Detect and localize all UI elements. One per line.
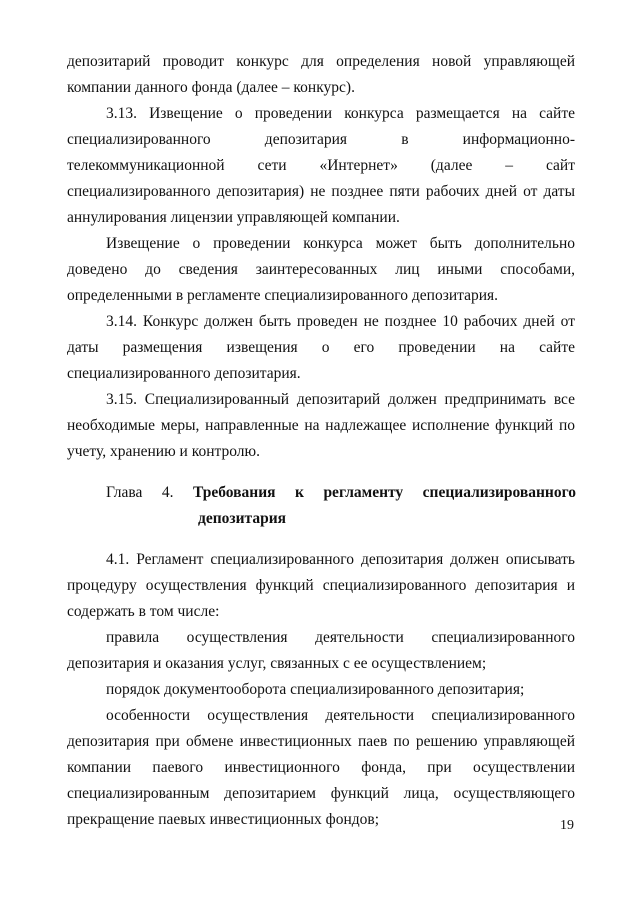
paragraph-3-15: 3.15. Специализированный депозитарий должен предпринимать все необходимые меры, направленные на надлежащее исполнение функций по учету, хранению и контролю. xyxy=(67,391,575,460)
chapter-heading xyxy=(106,480,576,532)
chapter-word: Глава xyxy=(106,484,143,501)
list-item-document-flow: порядок документооборота специализированного депозитария; xyxy=(106,681,525,698)
chapter-title-word: к xyxy=(295,484,304,501)
paragraph-3-13: 3.13. Извещение о проведении конкурса размещается на сайте специализированного депозитария в информационно-телекоммуникационной сети «Интернет» (далее – сайт специализированного депозитария) не позднее пяти рабочих дней от даты аннулирования лицензии управляющей компании. xyxy=(67,105,575,226)
paragraph-notice: Извещение о проведении конкурса может быть дополнительно доведено до сведения заинтересованных лиц иными способами, определенными в регламенте специализированного депозитария. xyxy=(67,235,575,304)
chapter-number: 4. xyxy=(161,484,174,501)
list-item-rules: правила осуществления деятельности специализированного депозитария и оказания услуг, связанных с ее осуществлением; xyxy=(67,629,575,672)
paragraph-intro: депозитарий проводит конкурс для определения новой управляющей компании данного фонда (далее – конкурс). xyxy=(67,53,575,96)
page-number: 19 xyxy=(560,818,574,833)
paragraph-4-1: 4.1. Регламент специализированного депозитария должен описывать процедуру осуществления функций специализированного депозитария и содержать в том числе: xyxy=(67,551,575,620)
chapter-heading-line-1 xyxy=(106,480,576,506)
chapter-title-word: Требования xyxy=(193,484,276,501)
chapter-title-line-2: депозитария xyxy=(198,510,287,527)
list-item-features: особенности осуществления деятельности специализированного депозитария при обмене инвестиционных паев по решению управляющей компании паевого инвестиционного фонда, при осуществлении специализированным депозитарием функций лица, осуществляющего прекращение паевых инвестиционных фондов; xyxy=(67,707,575,828)
chapter-title-word: регламенту xyxy=(323,484,404,501)
paragraph-3-14: 3.14. Конкурс должен быть проведен не позднее 10 рабочих дней от даты размещения извещения о его проведении на сайте специализированного депозитария. xyxy=(67,313,575,382)
chapter-title-word: специализированного xyxy=(422,484,576,501)
